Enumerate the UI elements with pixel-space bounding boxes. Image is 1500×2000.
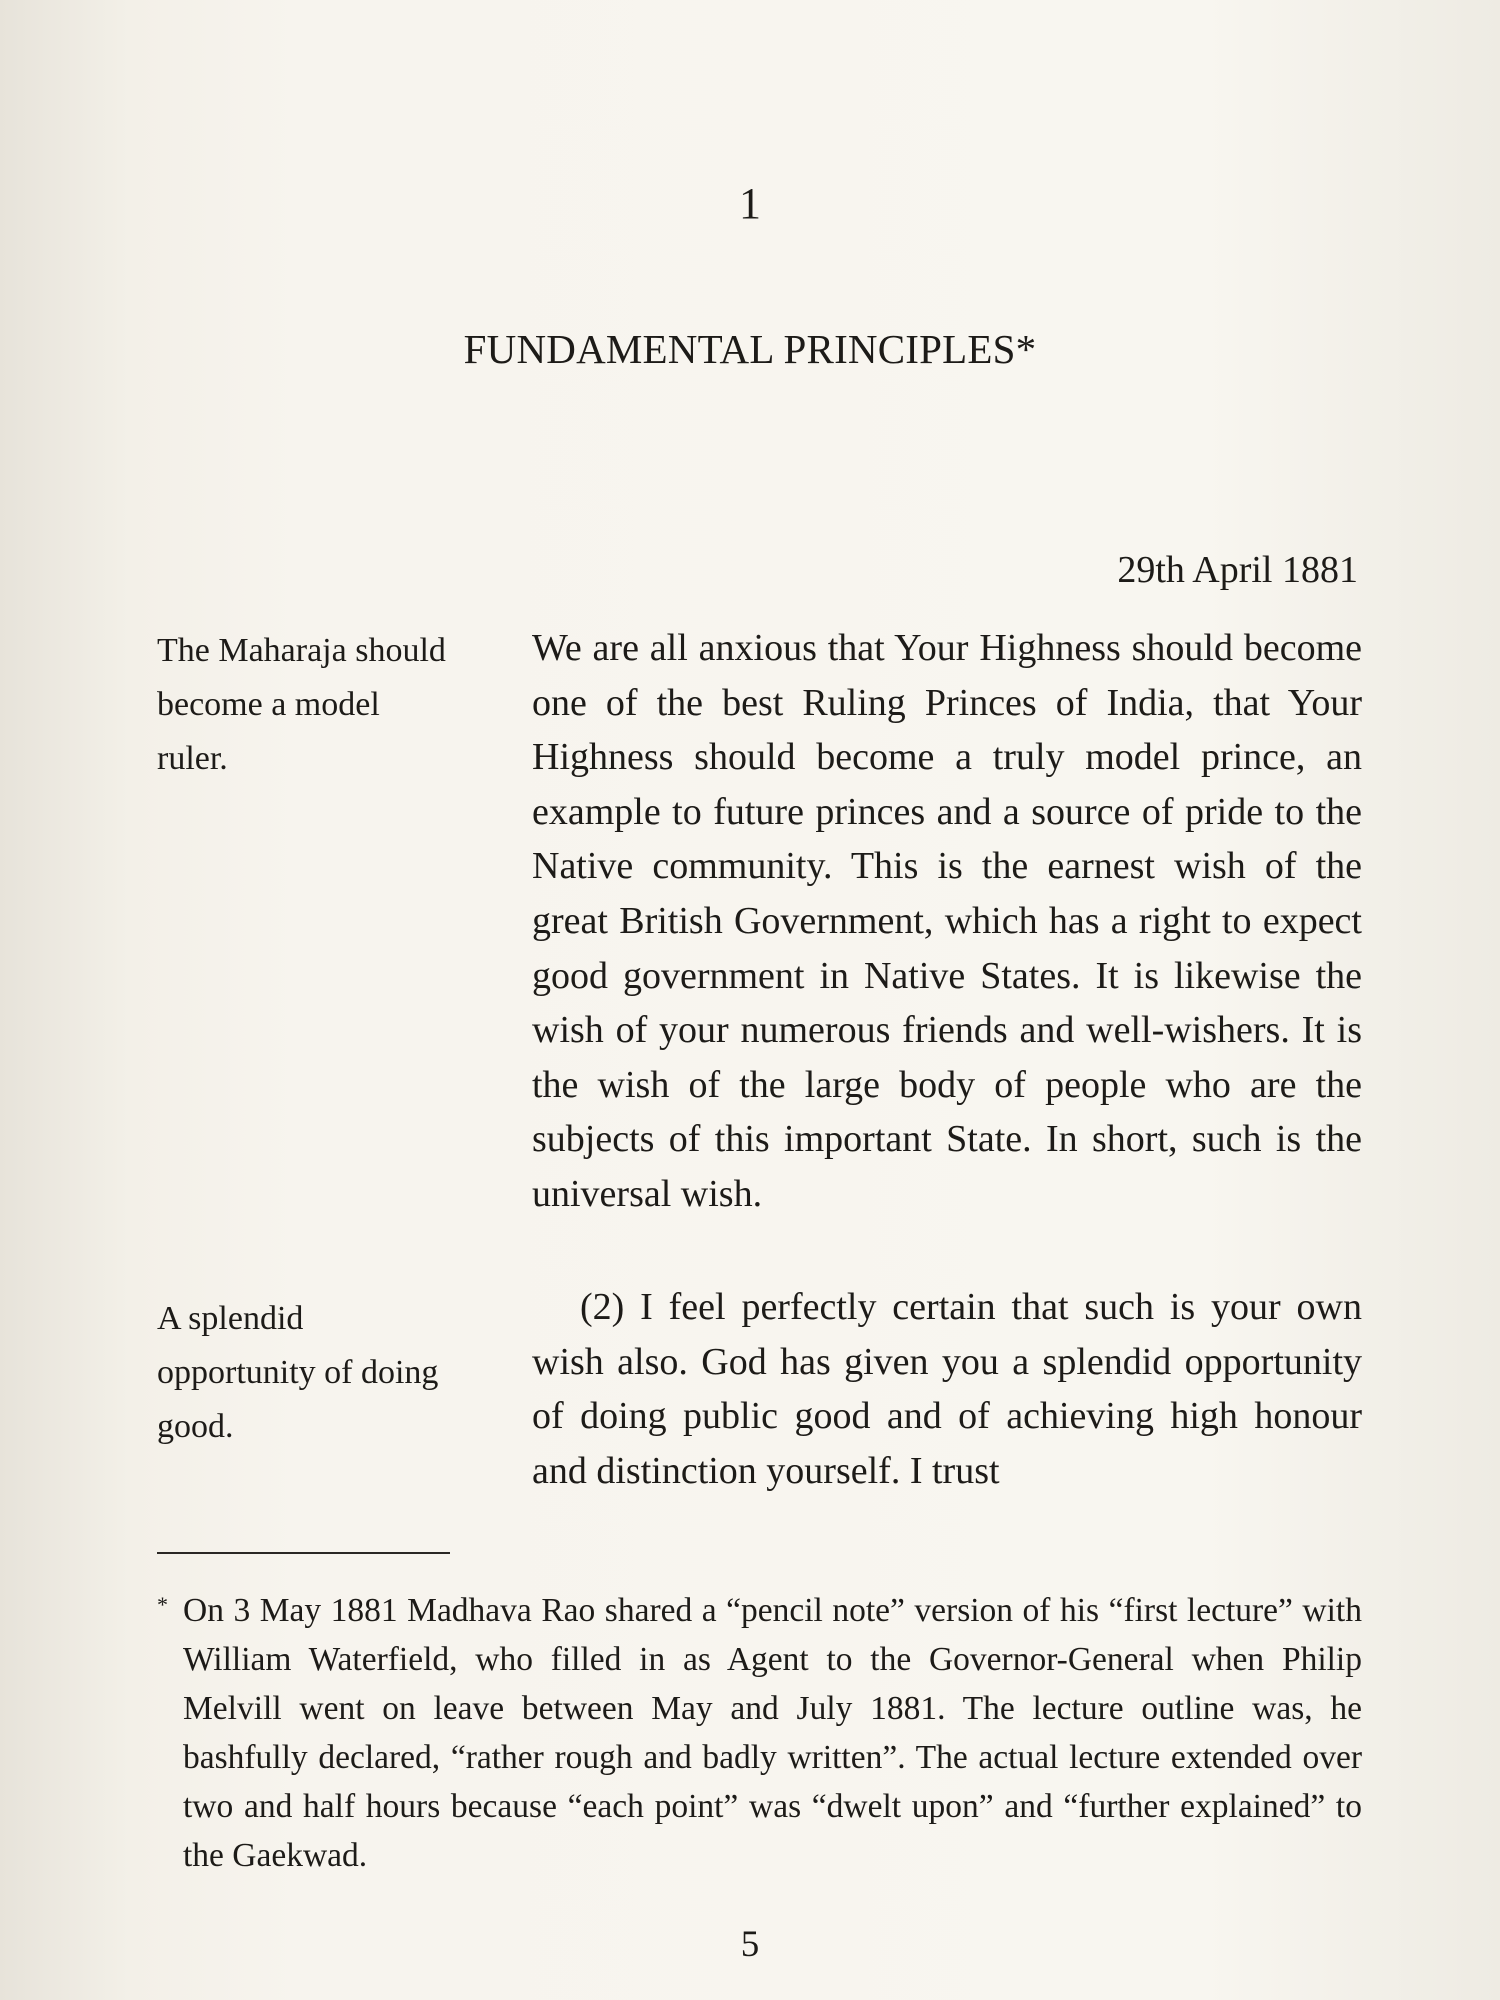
margin-note-splendid-opportunity: A splendid opportunity of doing good. (157, 1300, 439, 1445)
footnote (157, 1586, 1362, 1880)
chapter-title: FUNDAMENTAL PRINCIPLES* (463, 326, 1037, 372)
lecture-date: 29th April 1881 (1117, 549, 1358, 591)
footnote-rule (157, 1552, 450, 1554)
page-number: 5 (740, 1924, 760, 1965)
paragraph-2: (2) I feel perfectly certain that such is your own wish also. God has given you a splendid opportunity of doing public good and of achieving high honour and distinction yourself. I trust (532, 1286, 1362, 1492)
footnote-text: On 3 May 1881 Madhava Rao shared a “pencil note” version of his “first lecture” with William Waterfield, who filled in as Agent to the Governor-General when Philip Melvill went on leave between May and July 1881. The lecture outline was, he bashfully declared, “rather rough and badly written”. The actual lecture extended over two and half hours because “each point” was “dwelt upon” and “further explained” to the Gaekwad. (183, 1592, 1362, 1874)
chapter-number: 1 (739, 179, 761, 228)
footnote-marker: * (157, 1592, 168, 1617)
margin-note-model-ruler: The Maharaja should become a model ruler. (157, 632, 446, 777)
paragraph-1: We are all anxious that Your Highness should become one of the best Ruling Princes of India, that Your Highness should become a truly model prince, an example to future princes and a source of pride to the Native community. This is the earnest wish of the great British Government, which has a right to expect good government in Native States. It is likewise the wish of your numerous friends and well-wishers. It is the wish of the large body of people who are the subjects of this important State. In short, such is the universal wish. (532, 627, 1362, 1215)
